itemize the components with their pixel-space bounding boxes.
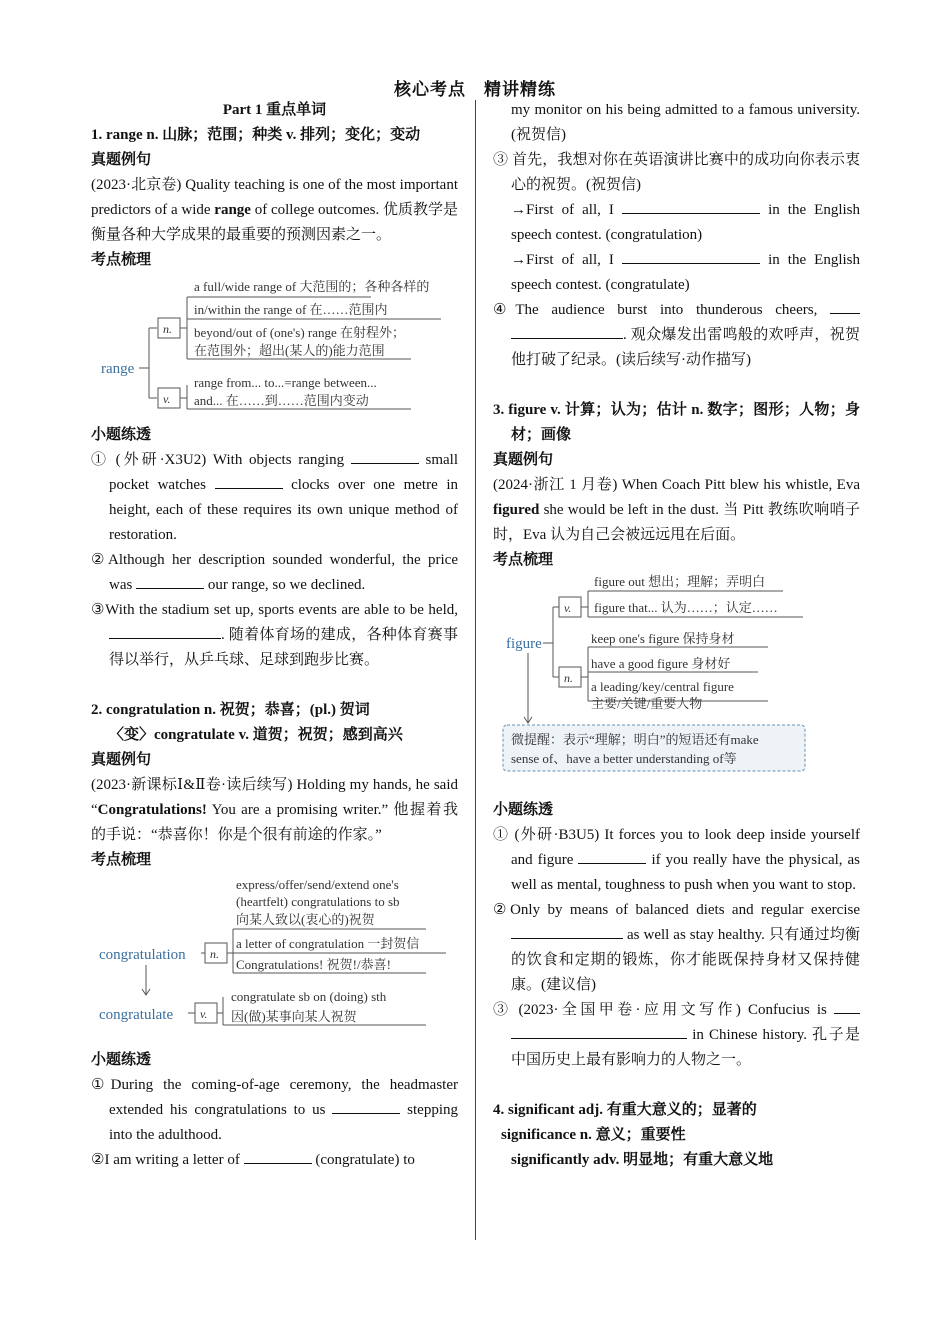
w1-heading: 1. range n. 山脉；范围；种类 v. 排列；变化；变动 bbox=[91, 127, 421, 143]
answer-blank[interactable] bbox=[351, 448, 419, 464]
w1-example: (2023·北京卷) Quality teaching is one of the most important predictors of a wide range of college outcomes. 优质教学是衡量各种大学成果的最重要的预测因素之一。 bbox=[91, 177, 459, 243]
w3-examples-label: 真题例句 bbox=[493, 452, 554, 468]
answer-blank[interactable] bbox=[136, 573, 204, 589]
svg-text:have a good figure 身材好: have a good figure 身材好 bbox=[591, 656, 731, 671]
svg-text:express/offer/send/extend one': express/offer/send/extend one's bbox=[236, 877, 399, 892]
w3-analysis-label: 考点梳理 bbox=[493, 552, 554, 568]
w3-practice-1: ① (外研·B3U5) It forces you to look deep inside yourself and figure if you really have the physical, as well as mental, toughness to push when you want to stop. bbox=[493, 827, 861, 893]
w1-practice-3: ③With the stadium set up, sports events are able to be held, . 随着体育场的建成，各种体育赛事得以举行，从乒乓球、足球到跑步比赛。 bbox=[91, 602, 458, 668]
svg-text:figure out 想出；理解；弄明白: figure out 想出；理解；弄明白 bbox=[594, 574, 766, 589]
answer-blank[interactable] bbox=[511, 323, 623, 339]
w2-heading-1: 2. congratulation n. 祝贺；恭喜；(pl.) 贺词 bbox=[91, 702, 370, 718]
svg-text:beyond/out of (one's) range 在射: beyond/out of (one's) range 在射程外； bbox=[194, 325, 406, 340]
answer-blank[interactable] bbox=[622, 248, 760, 264]
answer-blank[interactable] bbox=[244, 1148, 312, 1164]
svg-text:figure that... 认为……；认定……: figure that... 认为……；认定…… bbox=[594, 600, 778, 615]
w2-practice-label: 小题练透 bbox=[91, 1052, 152, 1068]
w3-example: (2024·浙江 1 月卷) When Coach Pitt blew his whistle, Eva figured she would be left in the dust. 当 Pitt 教练吹响哨子时，Eva 认为自己会被远远甩在后面。 bbox=[493, 477, 860, 543]
svg-text:v.: v. bbox=[200, 1007, 208, 1021]
w3-practice-3: ③ (2023·全国甲卷·应用文写作) Confucius is in Chinese history. 孔子是中国历史上最有影响力的人物之一。 bbox=[493, 998, 860, 1073]
w2-example: (2023·新课标Ⅰ&Ⅱ卷·读后续写) Holding my hands, he said “Congratulations! You are a promising writer.” 他握着我的手说：“恭喜你！你是个很有前途的作家。” bbox=[91, 777, 458, 843]
w2-practice-3-b: →First of all, I in the English speech contest. (congratulate) bbox=[493, 248, 860, 298]
svg-text:n.: n. bbox=[564, 671, 573, 685]
svg-text:congratulate sb on (doing) sth: congratulate sb on (doing) sth bbox=[231, 989, 387, 1004]
svg-text:(heartfelt) congratulations to: (heartfelt) congratulations to sb bbox=[236, 894, 400, 909]
w2-practice-1: ①During the coming-of-age ceremony, the headmaster extended his congratulations to us stepping into the adulthood. bbox=[91, 1077, 459, 1143]
column-divider bbox=[475, 100, 476, 1240]
range-root: range bbox=[101, 361, 135, 377]
w1-practice-2: ②Although her description sounded wonderful, the price was our range, so we declined. bbox=[91, 552, 458, 593]
answer-blank[interactable] bbox=[109, 623, 221, 639]
svg-text:因(做)某事向某人祝贺: 因(做)某事向某人祝贺 bbox=[231, 1009, 357, 1024]
w3-practice-2: ②Only by means of balanced diets and regular exercise as well as stay healthy. 只有通过均衡的饮食和定期的锻炼，你才能既保持身材又保持健康。(建议信) bbox=[493, 902, 861, 993]
w2-practice-4: ④The audience burst into thunderous cheers, . 观众爆发出雷鸣般的欢呼声，祝贺他打破了纪录。(读后续写·动作描写) bbox=[493, 298, 860, 373]
w2-practice-2-start: ②I am writing a letter of (congratulate) to bbox=[91, 1148, 458, 1173]
answer-blank[interactable] bbox=[332, 1098, 400, 1114]
w4-heading-3: significantly adv. 明显地；有重大意义地 bbox=[511, 1152, 774, 1168]
svg-text:a letter of congratulation 一封贺: a letter of congratulation 一封贺信 bbox=[236, 936, 420, 951]
answer-blank[interactable] bbox=[834, 998, 860, 1014]
svg-text:n.: n. bbox=[163, 322, 172, 336]
answer-blank[interactable] bbox=[215, 473, 283, 489]
answer-blank[interactable] bbox=[578, 848, 646, 864]
answer-blank[interactable] bbox=[511, 1023, 687, 1039]
svg-text:in/within the range of 在……范围内: in/within the range of 在……范围内 bbox=[194, 302, 388, 317]
svg-text:keep one's figure 保持身材: keep one's figure 保持身材 bbox=[591, 631, 735, 646]
w2-practice-3: ③ 首先，我想对你在英语演讲比赛中的成功向你表示衷心的祝贺。(祝贺信) bbox=[493, 152, 860, 193]
range-diagram bbox=[91, 273, 458, 423]
w1-examples-label: 真题例句 bbox=[91, 152, 152, 168]
svg-text:congratulate: congratulate bbox=[99, 1007, 174, 1023]
svg-text:congratulation: congratulation bbox=[99, 947, 186, 963]
w2-analysis-label: 考点梳理 bbox=[91, 852, 152, 868]
figure-diagram bbox=[493, 573, 860, 798]
w1-practice-label: 小题练透 bbox=[91, 427, 152, 443]
svg-text:微提醒：表示“理解；明白”的短语还有make: 微提醒：表示“理解；明白”的短语还有make bbox=[511, 732, 759, 747]
left-column bbox=[91, 98, 458, 1173]
answer-blank[interactable] bbox=[511, 923, 623, 939]
svg-text:v.: v. bbox=[163, 392, 171, 406]
page-title: 核心考点 精讲精练 bbox=[394, 80, 556, 99]
w1-practice-1: ① (外研·X3U2) With objects ranging small pocket watches clocks over one metre in height, each of these requires its own unique method of restoration. bbox=[91, 448, 458, 548]
svg-text:n.: n. bbox=[210, 947, 219, 961]
svg-text:a leading/key/central figure: a leading/key/central figure bbox=[591, 679, 734, 694]
svg-text:在范围外；超出(某人的)能力范围: 在范围外；超出(某人的)能力范围 bbox=[194, 343, 385, 358]
w1-analysis-label: 考点梳理 bbox=[91, 252, 152, 268]
svg-text:a full/wide range of 大范围的；各种各: a full/wide range of 大范围的；各种各样的 bbox=[194, 279, 430, 294]
w2-heading-2: 〈变〉congratulate v. 道贺；祝贺；感到高兴 bbox=[109, 727, 403, 743]
w2-practice-3-a: →First of all, I in the English speech contest. (congratulation) bbox=[493, 198, 860, 248]
svg-text:sense of、have a better underst: sense of、have a better understanding of等 bbox=[511, 751, 737, 766]
congratulation-diagram bbox=[91, 873, 458, 1048]
svg-text:主要/关键/重要人物: 主要/关键/重要人物 bbox=[591, 696, 703, 711]
w4-heading-2: significance n. 意义；重要性 bbox=[501, 1127, 686, 1143]
svg-text:figure: figure bbox=[506, 636, 542, 652]
w2-practice-2-cont: my monitor on his being admitted to a famous university. (祝贺信) bbox=[511, 102, 860, 143]
w3-heading: 3. figure v. 计算；认为；估计 n. 数字；图形；人物；身材；画像 bbox=[493, 402, 860, 443]
svg-text:and... 在……到……范围内变动: and... 在……到……范围内变动 bbox=[194, 393, 369, 408]
svg-text:向某人致以(衷心的)祝贺: 向某人致以(衷心的)祝贺 bbox=[236, 912, 375, 927]
w3-practice-label: 小题练透 bbox=[493, 802, 554, 818]
svg-text:range from... to...=range betw: range from... to...=range between... bbox=[194, 375, 377, 390]
answer-blank[interactable] bbox=[622, 198, 760, 214]
w2-examples-label: 真题例句 bbox=[91, 752, 152, 768]
answer-blank[interactable] bbox=[830, 298, 860, 314]
svg-text:Congratulations! 祝贺!/恭喜!: Congratulations! 祝贺!/恭喜! bbox=[236, 957, 391, 972]
right-column bbox=[493, 98, 860, 1173]
svg-text:v.: v. bbox=[564, 601, 572, 615]
w4-heading-1: 4. significant adj. 有重大意义的；显著的 bbox=[493, 1102, 757, 1118]
part-title: Part 1 重点单词 bbox=[222, 102, 327, 118]
